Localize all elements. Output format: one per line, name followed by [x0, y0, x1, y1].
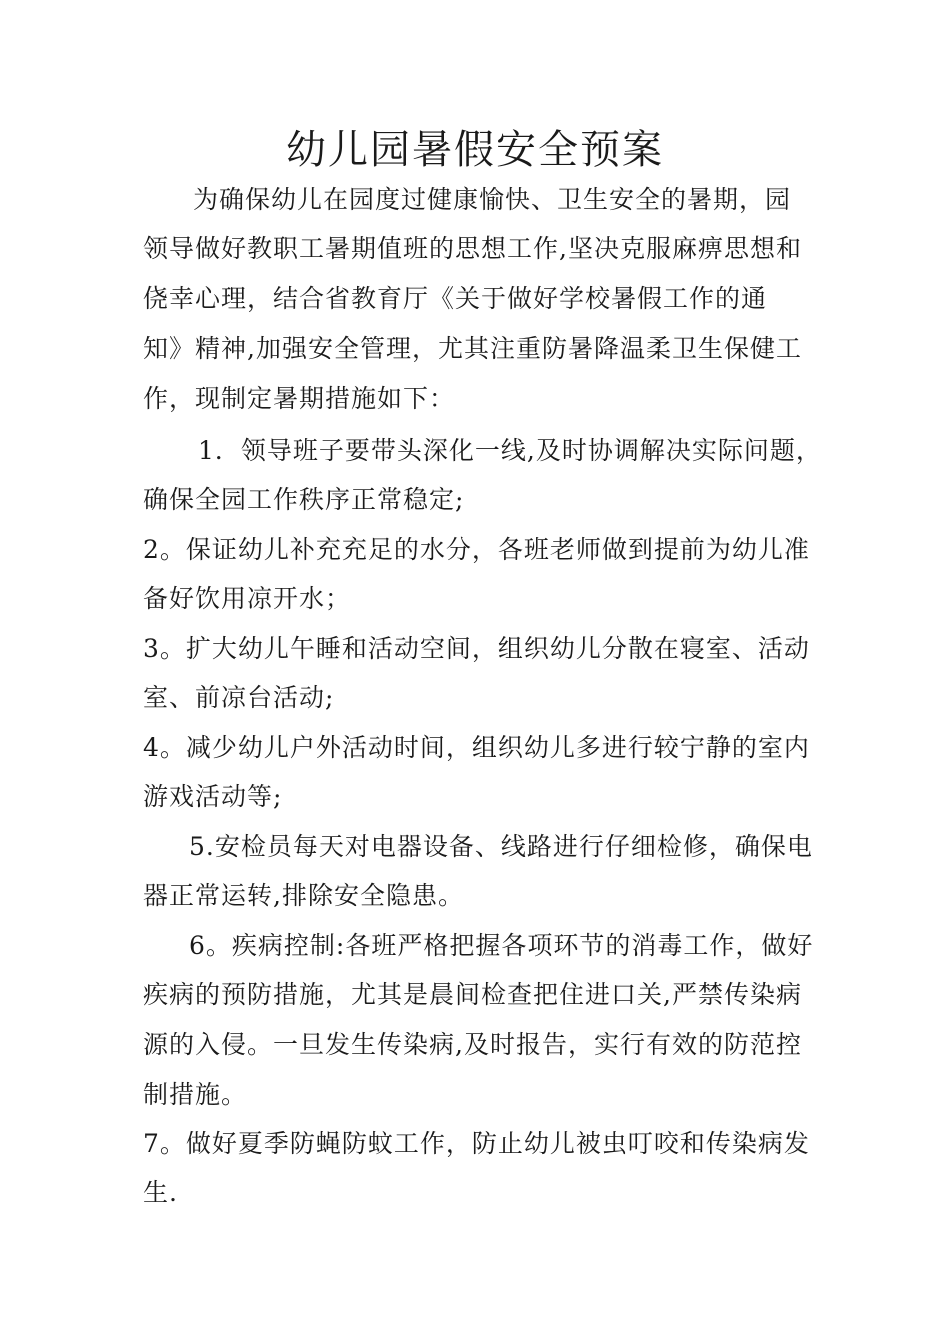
paragraph-line: 源的入侵。一旦发生传染病,及时报告，实行有效的防范控	[143, 1030, 802, 1059]
paragraph-line: 作，现制定暑期措施如下：	[143, 384, 456, 413]
paragraph-line: 6。疾病控制:各班严格把握各项环节的消毒工作，做好	[189, 931, 814, 960]
paragraph-line: 3。扩大幼儿午睡和活动空间，组织幼儿分散在寝室、活动	[143, 634, 810, 663]
paragraph-line: 5.安检员每天对电器设备、线路进行仔细检修，确保电	[189, 832, 813, 861]
paragraph-line: 制措施。	[143, 1080, 248, 1109]
paragraph-line: 备好饮用凉开水；	[143, 584, 352, 613]
paragraph-line: 器正常运转,排除安全隐患。	[143, 881, 464, 910]
paragraph-line: 游戏活动等;	[143, 782, 283, 811]
paragraph-line: 7。做好夏季防蝇防蚊工作，防止幼儿被虫叮咬和传染病发	[143, 1129, 810, 1158]
paragraph-line: 室、前凉台活动;	[143, 683, 335, 712]
paragraph-line: 2。保证幼儿补充充足的水分，各班老师做到提前为幼儿准	[143, 535, 810, 564]
document-title: 幼儿园暑假安全预案	[286, 127, 664, 173]
paragraph-line: 1．领导班子要带头深化一线,及时协调解决实际问题，	[198, 436, 822, 465]
paragraph-line: 4。减少幼儿户外活动时间，组织幼儿多进行较宁静的室内	[143, 733, 810, 762]
paragraph-line: 知》精神,加强安全管理，尤其注重防暑降温柔卫生保健工	[143, 334, 802, 363]
paragraph-line: 确保全园工作秩序正常稳定;	[143, 485, 465, 514]
paragraph-line: 为确保幼儿在园度过健康愉快、卫生安全的暑期，园	[193, 185, 792, 214]
paragraph-line: 领导做好教职工暑期值班的思想工作,坚决克服麻痹思想和	[143, 234, 802, 263]
paragraph-line: 疾病的预防措施，尤其是晨间检查把住进口关,严禁传染病	[143, 980, 802, 1009]
paragraph-line: 生.	[143, 1178, 178, 1207]
paragraph-line: 侥幸心理，结合省教育厅《关于做好学校暑假工作的通	[143, 284, 768, 313]
